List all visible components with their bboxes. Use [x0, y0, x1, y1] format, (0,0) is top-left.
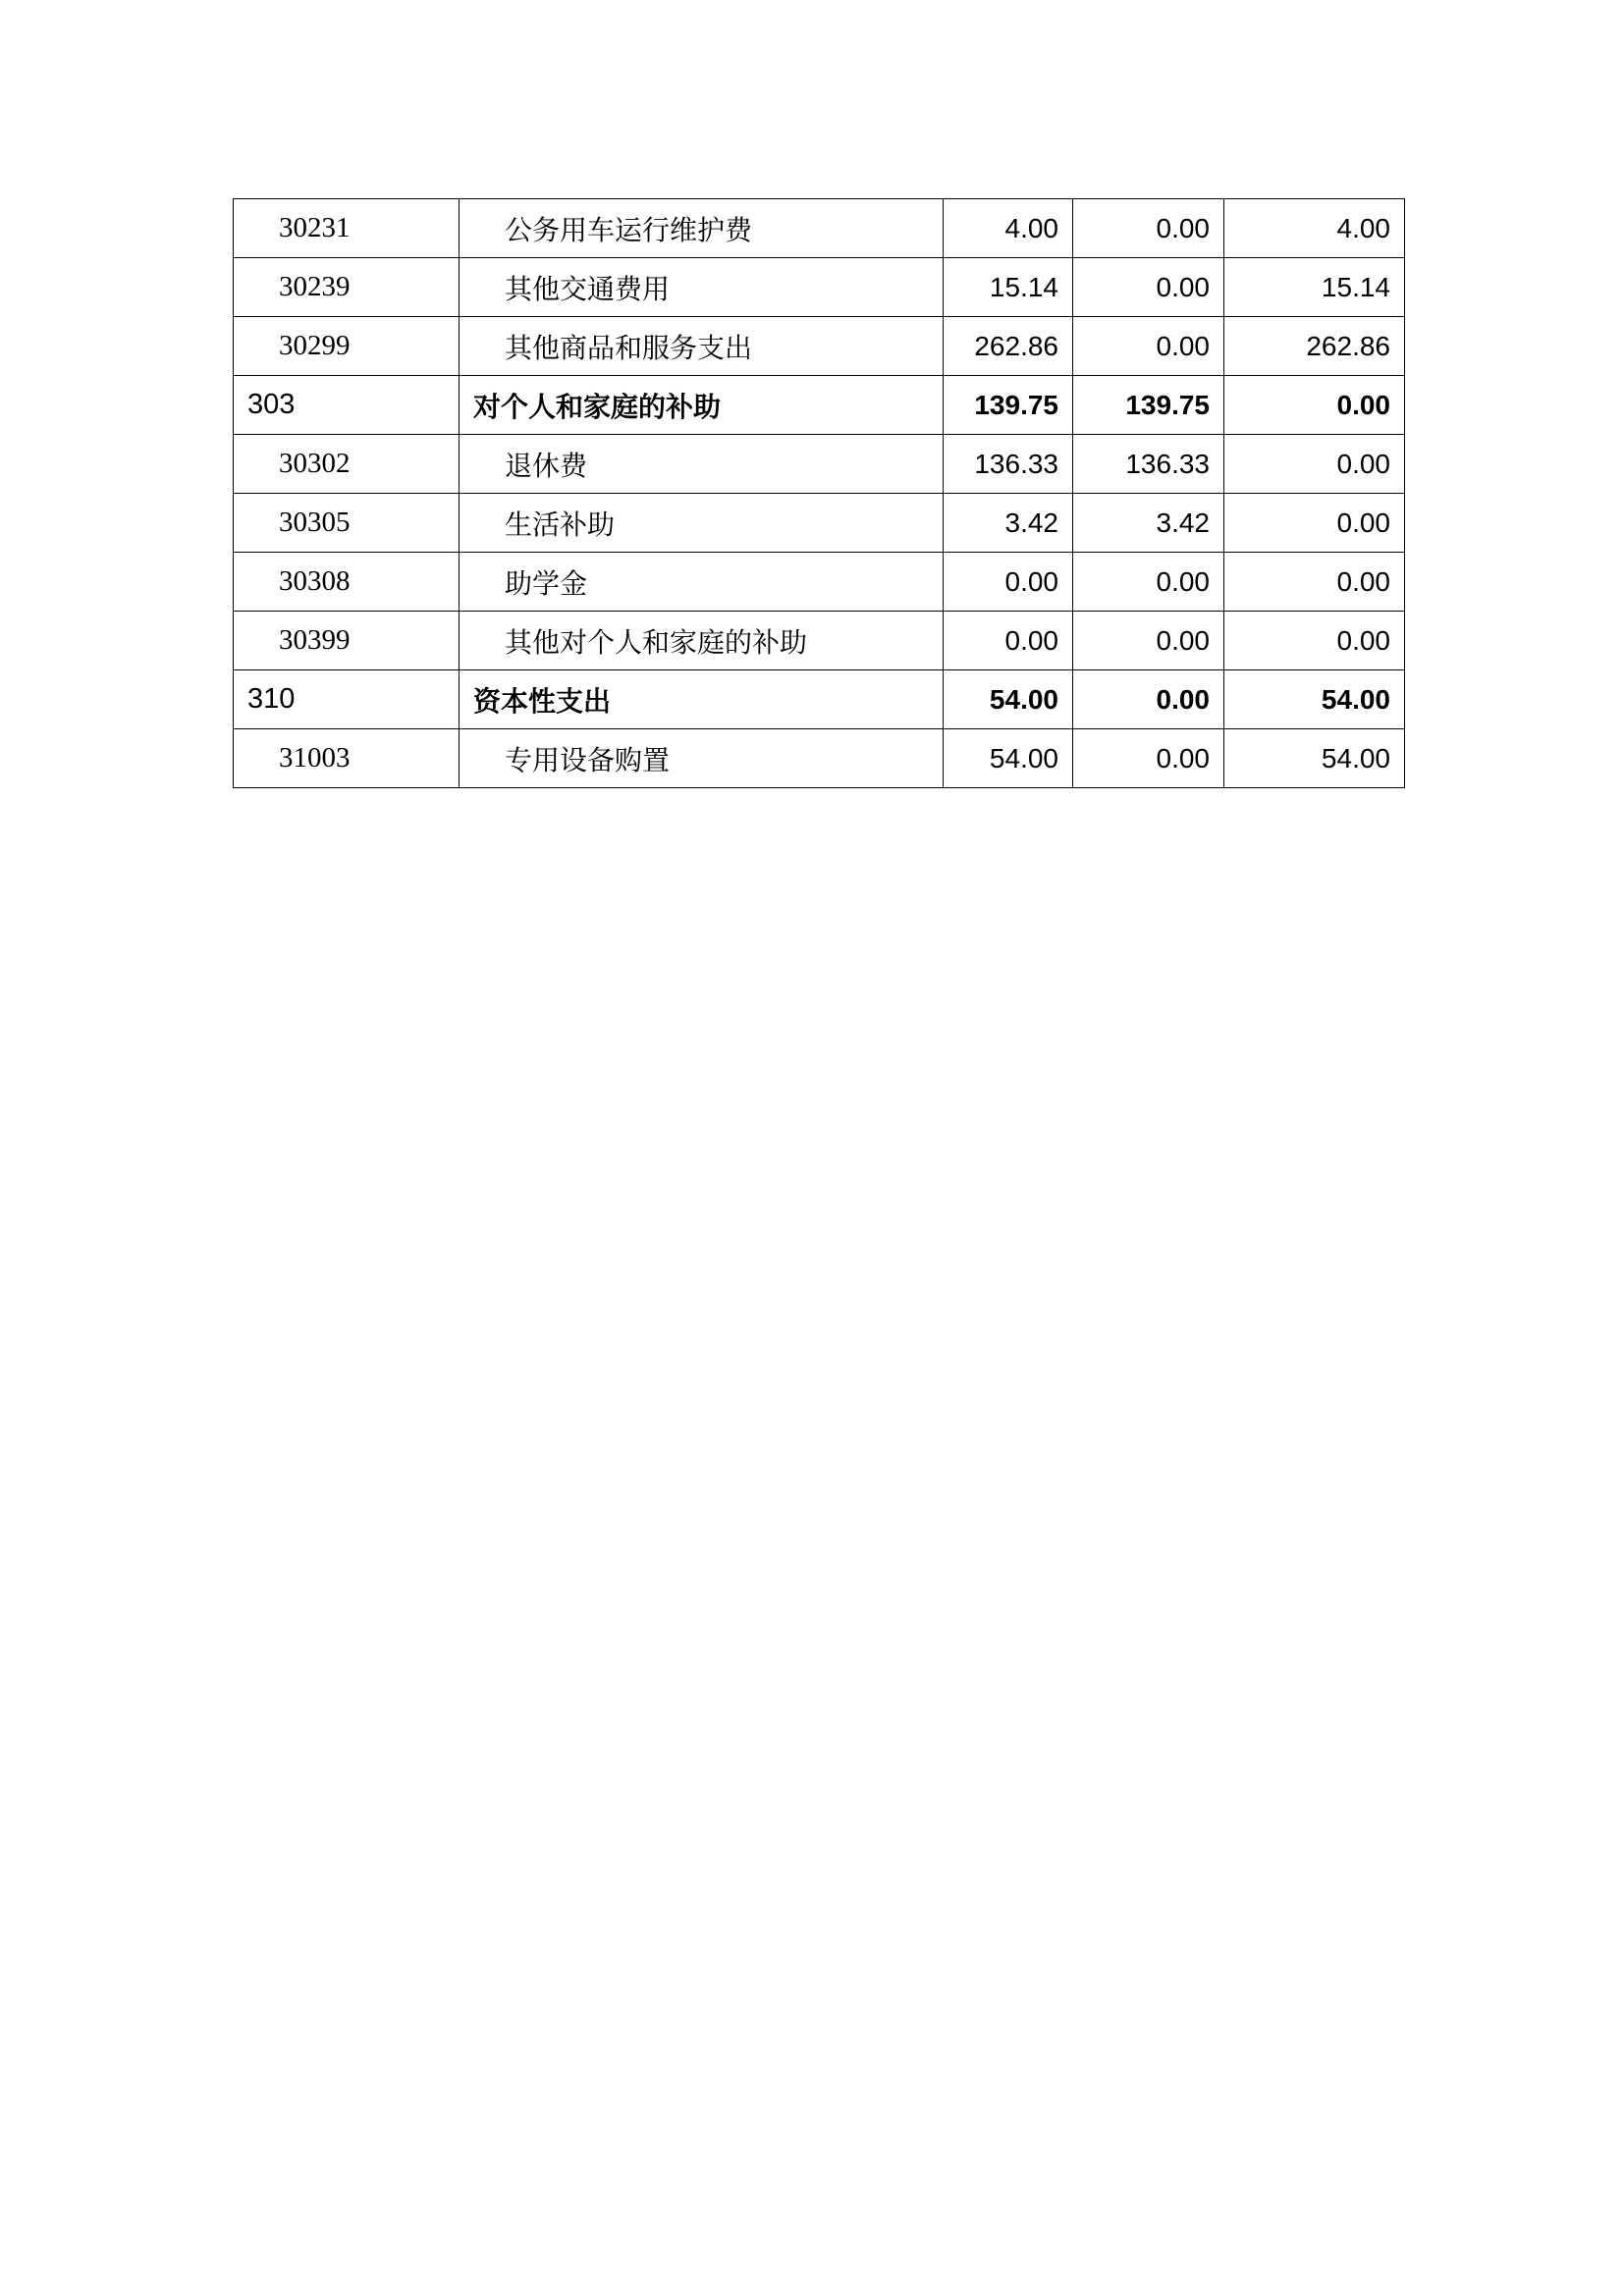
item-name-cell: 其他交通费用	[460, 258, 944, 317]
basic-amount-cell: 0.00	[1073, 199, 1224, 258]
project-amount-cell: 15.14	[1224, 258, 1405, 317]
total-amount-cell: 3.42	[944, 494, 1073, 553]
economic-code-cell: 30239	[234, 258, 460, 317]
total-amount-cell: 0.00	[944, 612, 1073, 670]
table-row	[234, 729, 1405, 788]
item-name-cell: 其他对个人和家庭的补助	[460, 612, 944, 670]
economic-code-cell: 30305	[234, 494, 460, 553]
economic-code-cell: 30308	[234, 553, 460, 612]
item-name-cell: 助学金	[460, 553, 944, 612]
basic-amount-cell: 0.00	[1073, 258, 1224, 317]
item-name-cell: 资本性支出	[460, 670, 944, 729]
economic-code-cell: 30302	[234, 435, 460, 494]
economic-code-cell: 30299	[234, 317, 460, 376]
table-row	[234, 199, 1405, 258]
project-amount-cell: 0.00	[1224, 553, 1405, 612]
total-amount-cell: 139.75	[944, 376, 1073, 435]
economic-code-cell: 303	[234, 376, 460, 435]
basic-amount-cell: 0.00	[1073, 729, 1224, 788]
economic-code-cell: 30231	[234, 199, 460, 258]
total-amount-cell: 136.33	[944, 435, 1073, 494]
item-name-cell: 退休费	[460, 435, 944, 494]
table-row	[234, 612, 1405, 670]
total-amount-cell: 262.86	[944, 317, 1073, 376]
expenditure-table	[233, 198, 1405, 788]
total-amount-cell: 54.00	[944, 729, 1073, 788]
economic-code-cell: 30399	[234, 612, 460, 670]
total-amount-cell: 0.00	[944, 553, 1073, 612]
item-name-cell: 其他商品和服务支出	[460, 317, 944, 376]
table-row	[234, 317, 1405, 376]
project-amount-cell: 0.00	[1224, 494, 1405, 553]
basic-amount-cell: 0.00	[1073, 670, 1224, 729]
total-amount-cell: 15.14	[944, 258, 1073, 317]
project-amount-cell: 54.00	[1224, 670, 1405, 729]
table-row	[234, 258, 1405, 317]
basic-amount-cell: 0.00	[1073, 612, 1224, 670]
basic-amount-cell: 139.75	[1073, 376, 1224, 435]
total-amount-cell: 54.00	[944, 670, 1073, 729]
basic-amount-cell: 0.00	[1073, 553, 1224, 612]
project-amount-cell: 0.00	[1224, 612, 1405, 670]
table-row	[234, 553, 1405, 612]
project-amount-cell: 4.00	[1224, 199, 1405, 258]
project-amount-cell: 0.00	[1224, 435, 1405, 494]
table-row-group-subtotal	[234, 376, 1405, 435]
project-amount-cell: 262.86	[1224, 317, 1405, 376]
economic-code-cell: 31003	[234, 729, 460, 788]
table-row-group-subtotal	[234, 670, 1405, 729]
project-amount-cell: 0.00	[1224, 376, 1405, 435]
economic-code-cell: 310	[234, 670, 460, 729]
item-name-cell: 公务用车运行维护费	[460, 199, 944, 258]
item-name-cell: 专用设备购置	[460, 729, 944, 788]
table-row	[234, 494, 1405, 553]
basic-amount-cell: 136.33	[1073, 435, 1224, 494]
basic-amount-cell: 3.42	[1073, 494, 1224, 553]
table-row	[234, 435, 1405, 494]
basic-amount-cell: 0.00	[1073, 317, 1224, 376]
item-name-cell: 生活补助	[460, 494, 944, 553]
project-amount-cell: 54.00	[1224, 729, 1405, 788]
item-name-cell: 对个人和家庭的补助	[460, 376, 944, 435]
total-amount-cell: 4.00	[944, 199, 1073, 258]
